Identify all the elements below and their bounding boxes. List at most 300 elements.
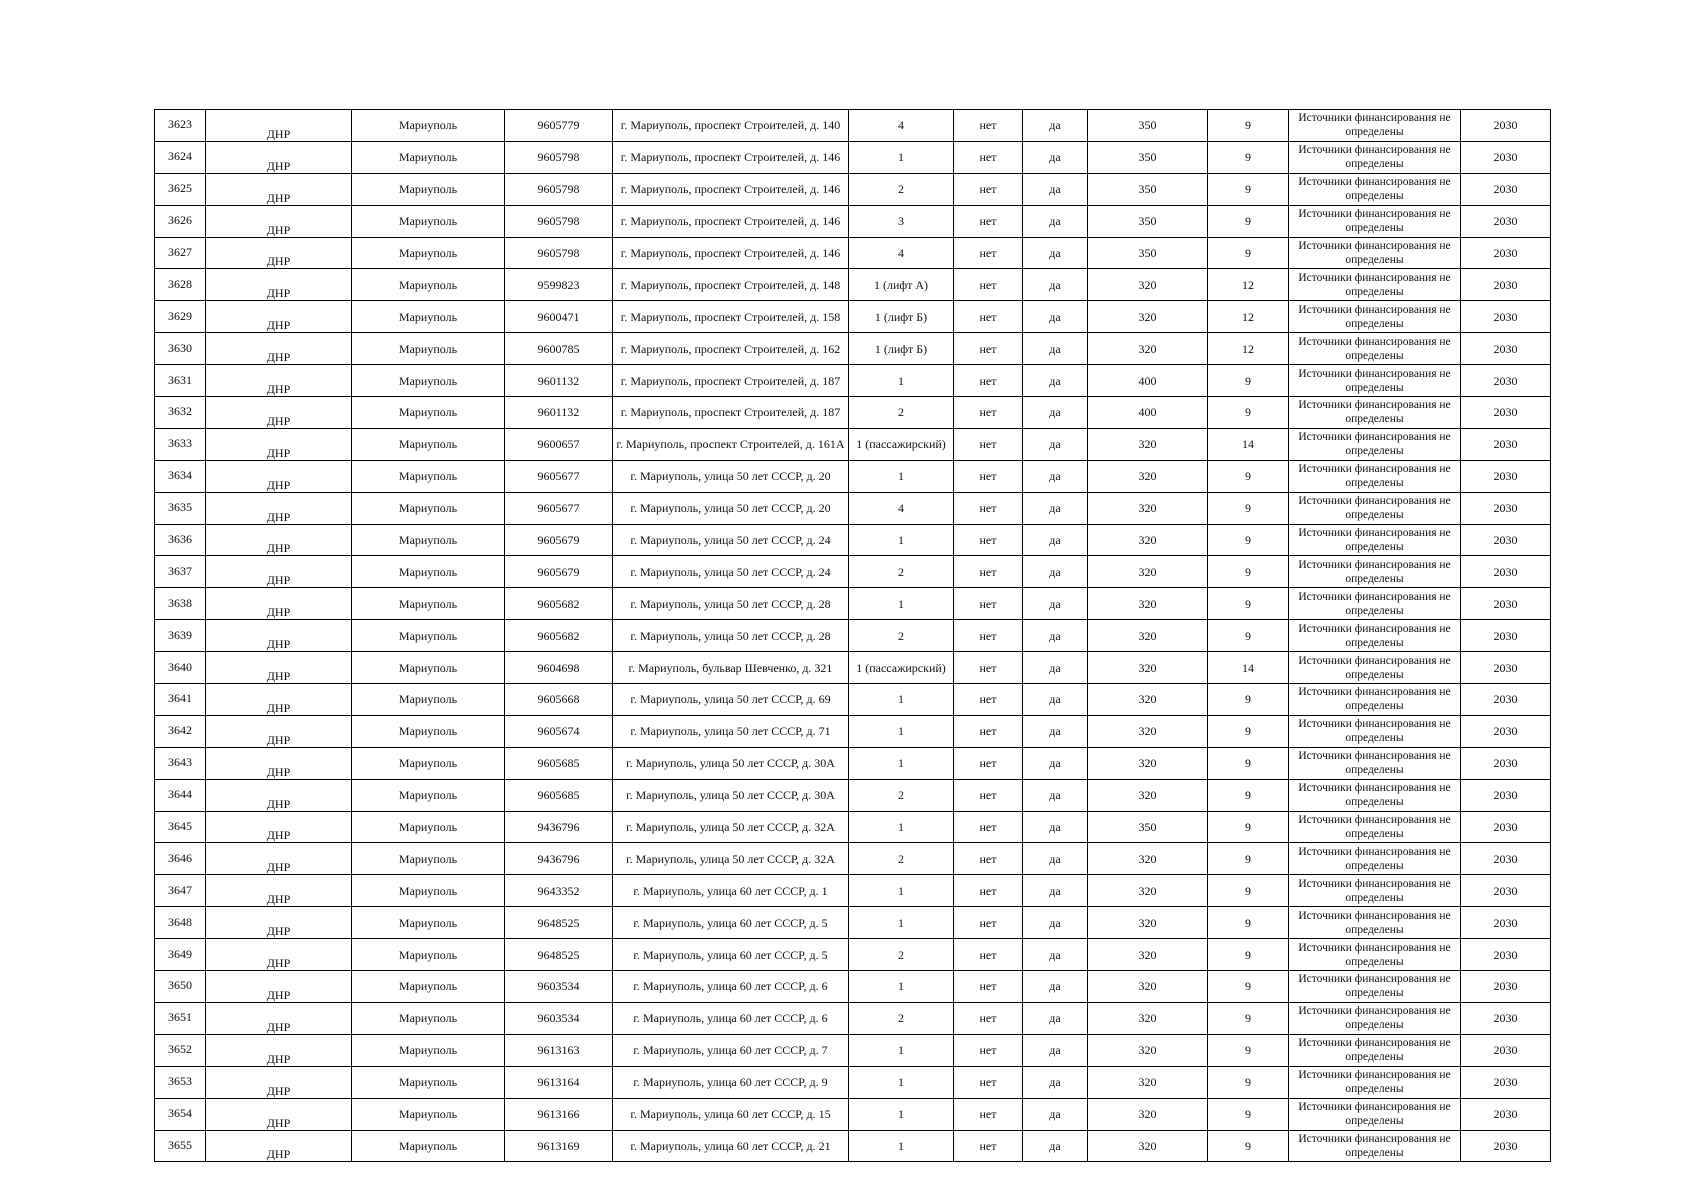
- flag-a-cell: нет: [954, 301, 1023, 333]
- row-number-cell: 3647: [155, 875, 206, 907]
- stops-cell: 9: [1208, 1130, 1289, 1162]
- stops-cell: 9: [1208, 524, 1289, 556]
- city-cell: Мариуполь: [352, 397, 505, 429]
- stops-cell: 9: [1208, 779, 1289, 811]
- stops-cell: 9: [1208, 492, 1289, 524]
- stops-cell: 9: [1208, 460, 1289, 492]
- table-row: [155, 971, 1551, 1003]
- flag-b-cell: да: [1023, 237, 1088, 269]
- capacity-cell: 350: [1088, 237, 1208, 269]
- flag-a-cell: нет: [954, 1066, 1023, 1098]
- address-cell: г. Мариуполь, проспект Строителей, д. 146: [613, 141, 849, 173]
- object-code-cell: 9436796: [505, 811, 613, 843]
- lift-number-cell: 2: [849, 843, 954, 875]
- capacity-cell: 350: [1088, 205, 1208, 237]
- table-row: [155, 173, 1551, 205]
- object-code-cell: 9613164: [505, 1066, 613, 1098]
- table-row: [155, 333, 1551, 365]
- row-number-cell: 3629: [155, 301, 206, 333]
- flag-b-cell: да: [1023, 269, 1088, 301]
- flag-a-cell: нет: [954, 875, 1023, 907]
- city-cell: Мариуполь: [352, 652, 505, 684]
- address-cell: г. Мариуполь, проспект Строителей, д. 146: [613, 237, 849, 269]
- flag-a-cell: нет: [954, 779, 1023, 811]
- capacity-cell: 320: [1088, 684, 1208, 716]
- flag-b-cell: да: [1023, 843, 1088, 875]
- region-cell: ДНР: [206, 620, 352, 652]
- year-cell: 2030: [1461, 237, 1551, 269]
- address-cell: г. Мариуполь, улица 50 лет СССР, д. 20: [613, 460, 849, 492]
- flag-b-cell: да: [1023, 684, 1088, 716]
- object-code-cell: 9604698: [505, 652, 613, 684]
- capacity-cell: 320: [1088, 747, 1208, 779]
- address-cell: г. Мариуполь, улица 60 лет СССР, д. 6: [613, 971, 849, 1003]
- city-cell: Мариуполь: [352, 365, 505, 397]
- city-cell: Мариуполь: [352, 1130, 505, 1162]
- stops-cell: 9: [1208, 1002, 1289, 1034]
- row-number-cell: 3632: [155, 397, 206, 429]
- flag-b-cell: да: [1023, 1034, 1088, 1066]
- stops-cell: 9: [1208, 397, 1289, 429]
- stops-cell: 12: [1208, 333, 1289, 365]
- capacity-cell: 320: [1088, 1002, 1208, 1034]
- year-cell: 2030: [1461, 939, 1551, 971]
- region-cell: ДНР: [206, 1130, 352, 1162]
- region-cell: ДНР: [206, 1034, 352, 1066]
- year-cell: 2030: [1461, 588, 1551, 620]
- funding-source-cell: Источники финансирования не определены: [1289, 365, 1461, 397]
- row-number-cell: 3640: [155, 652, 206, 684]
- row-number-cell: 3644: [155, 779, 206, 811]
- table-row: [155, 460, 1551, 492]
- address-cell: г. Мариуполь, проспект Строителей, д. 162: [613, 333, 849, 365]
- region-cell: ДНР: [206, 333, 352, 365]
- address-cell: г. Мариуполь, улица 50 лет СССР, д. 32А: [613, 843, 849, 875]
- stops-cell: 9: [1208, 556, 1289, 588]
- region-cell: ДНР: [206, 492, 352, 524]
- capacity-cell: 320: [1088, 652, 1208, 684]
- table-row: [155, 1002, 1551, 1034]
- capacity-cell: 320: [1088, 524, 1208, 556]
- address-cell: г. Мариуполь, улица 60 лет СССР, д. 7: [613, 1034, 849, 1066]
- lift-number-cell: 4: [849, 492, 954, 524]
- lift-number-cell: 4: [849, 110, 954, 142]
- flag-a-cell: нет: [954, 333, 1023, 365]
- year-cell: 2030: [1461, 141, 1551, 173]
- row-number-cell: 3634: [155, 460, 206, 492]
- flag-b-cell: да: [1023, 492, 1088, 524]
- region-cell: ДНР: [206, 141, 352, 173]
- lift-number-cell: 2: [849, 939, 954, 971]
- year-cell: 2030: [1461, 1098, 1551, 1130]
- address-cell: г. Мариуполь, улица 60 лет СССР, д. 21: [613, 1130, 849, 1162]
- city-cell: Мариуполь: [352, 779, 505, 811]
- year-cell: 2030: [1461, 333, 1551, 365]
- capacity-cell: 350: [1088, 173, 1208, 205]
- region-cell: ДНР: [206, 1066, 352, 1098]
- table-row: [155, 1130, 1551, 1162]
- flag-a-cell: нет: [954, 684, 1023, 716]
- capacity-cell: 320: [1088, 1098, 1208, 1130]
- capacity-cell: 320: [1088, 1034, 1208, 1066]
- city-cell: Мариуполь: [352, 1034, 505, 1066]
- table-row: [155, 747, 1551, 779]
- year-cell: 2030: [1461, 843, 1551, 875]
- lift-number-cell: 1: [849, 365, 954, 397]
- flag-b-cell: да: [1023, 811, 1088, 843]
- year-cell: 2030: [1461, 971, 1551, 1003]
- row-number-cell: 3624: [155, 141, 206, 173]
- funding-source-cell: Источники финансирования не определены: [1289, 684, 1461, 716]
- year-cell: 2030: [1461, 492, 1551, 524]
- region-cell: ДНР: [206, 428, 352, 460]
- address-cell: г. Мариуполь, улица 60 лет СССР, д. 6: [613, 1002, 849, 1034]
- region-cell: ДНР: [206, 811, 352, 843]
- year-cell: 2030: [1461, 715, 1551, 747]
- row-number-cell: 3637: [155, 556, 206, 588]
- lift-number-cell: 1: [849, 460, 954, 492]
- stops-cell: 9: [1208, 620, 1289, 652]
- flag-a-cell: нет: [954, 524, 1023, 556]
- funding-source-cell: Источники финансирования не определены: [1289, 556, 1461, 588]
- flag-b-cell: да: [1023, 460, 1088, 492]
- stops-cell: 9: [1208, 141, 1289, 173]
- object-code-cell: 9603534: [505, 971, 613, 1003]
- region-cell: ДНР: [206, 684, 352, 716]
- flag-a-cell: нет: [954, 620, 1023, 652]
- address-cell: г. Мариуполь, улица 50 лет СССР, д. 30А: [613, 747, 849, 779]
- flag-b-cell: да: [1023, 588, 1088, 620]
- city-cell: Мариуполь: [352, 939, 505, 971]
- address-cell: г. Мариуполь, проспект Строителей, д. 146: [613, 173, 849, 205]
- capacity-cell: 350: [1088, 110, 1208, 142]
- city-cell: Мариуполь: [352, 269, 505, 301]
- object-code-cell: 9601132: [505, 397, 613, 429]
- stops-cell: 9: [1208, 237, 1289, 269]
- year-cell: 2030: [1461, 428, 1551, 460]
- region-cell: ДНР: [206, 556, 352, 588]
- table-row: [155, 556, 1551, 588]
- row-number-cell: 3630: [155, 333, 206, 365]
- capacity-cell: 320: [1088, 460, 1208, 492]
- lift-number-cell: 1 (пассажирский): [849, 428, 954, 460]
- capacity-cell: 320: [1088, 1066, 1208, 1098]
- flag-a-cell: нет: [954, 141, 1023, 173]
- lift-number-cell: 1: [849, 811, 954, 843]
- flag-b-cell: да: [1023, 907, 1088, 939]
- stops-cell: 9: [1208, 811, 1289, 843]
- lift-number-cell: 1: [849, 747, 954, 779]
- address-cell: г. Мариуполь, улица 50 лет СССР, д. 32А: [613, 811, 849, 843]
- table-row: [155, 492, 1551, 524]
- object-code-cell: 9605668: [505, 684, 613, 716]
- funding-source-cell: Источники финансирования не определены: [1289, 333, 1461, 365]
- stops-cell: 9: [1208, 110, 1289, 142]
- capacity-cell: 320: [1088, 939, 1208, 971]
- object-code-cell: 9605682: [505, 588, 613, 620]
- table-row: [155, 939, 1551, 971]
- object-code-cell: 9605679: [505, 556, 613, 588]
- funding-source-cell: Источники финансирования не определены: [1289, 524, 1461, 556]
- flag-a-cell: нет: [954, 110, 1023, 142]
- city-cell: Мариуполь: [352, 460, 505, 492]
- object-code-cell: 9601132: [505, 365, 613, 397]
- table-row: [155, 588, 1551, 620]
- address-cell: г. Мариуполь, проспект Строителей, д. 187: [613, 365, 849, 397]
- flag-a-cell: нет: [954, 492, 1023, 524]
- lift-number-cell: 4: [849, 237, 954, 269]
- address-cell: г. Мариуполь, улица 60 лет СССР, д. 5: [613, 939, 849, 971]
- table-row: [155, 907, 1551, 939]
- city-cell: Мариуполь: [352, 620, 505, 652]
- stops-cell: 9: [1208, 173, 1289, 205]
- funding-source-cell: Источники финансирования не определены: [1289, 1002, 1461, 1034]
- city-cell: Мариуполь: [352, 301, 505, 333]
- object-code-cell: 9600785: [505, 333, 613, 365]
- year-cell: 2030: [1461, 779, 1551, 811]
- lift-number-cell: 2: [849, 1002, 954, 1034]
- city-cell: Мариуполь: [352, 110, 505, 142]
- object-code-cell: 9605674: [505, 715, 613, 747]
- object-code-cell: 9643352: [505, 875, 613, 907]
- row-number-cell: 3636: [155, 524, 206, 556]
- flag-a-cell: нет: [954, 971, 1023, 1003]
- table-body: [155, 110, 1551, 1162]
- table-row: [155, 811, 1551, 843]
- object-code-cell: 9436796: [505, 843, 613, 875]
- stops-cell: 14: [1208, 652, 1289, 684]
- year-cell: 2030: [1461, 907, 1551, 939]
- row-number-cell: 3631: [155, 365, 206, 397]
- stops-cell: 9: [1208, 907, 1289, 939]
- funding-source-cell: Источники финансирования не определены: [1289, 1034, 1461, 1066]
- capacity-cell: 320: [1088, 715, 1208, 747]
- year-cell: 2030: [1461, 1066, 1551, 1098]
- object-code-cell: 9605679: [505, 524, 613, 556]
- year-cell: 2030: [1461, 301, 1551, 333]
- flag-b-cell: да: [1023, 428, 1088, 460]
- row-number-cell: 3651: [155, 1002, 206, 1034]
- flag-a-cell: нет: [954, 1130, 1023, 1162]
- region-cell: ДНР: [206, 173, 352, 205]
- flag-a-cell: нет: [954, 173, 1023, 205]
- address-cell: г. Мариуполь, улица 60 лет СССР, д. 1: [613, 875, 849, 907]
- lift-number-cell: 1: [849, 588, 954, 620]
- flag-a-cell: нет: [954, 1098, 1023, 1130]
- region-cell: ДНР: [206, 1002, 352, 1034]
- stops-cell: 9: [1208, 939, 1289, 971]
- table-row: [155, 428, 1551, 460]
- object-code-cell: 9600471: [505, 301, 613, 333]
- region-cell: ДНР: [206, 779, 352, 811]
- funding-source-cell: Источники финансирования не определены: [1289, 237, 1461, 269]
- flag-b-cell: да: [1023, 333, 1088, 365]
- row-number-cell: 3654: [155, 1098, 206, 1130]
- row-number-cell: 3645: [155, 811, 206, 843]
- address-cell: г. Мариуполь, улица 50 лет СССР, д. 20: [613, 492, 849, 524]
- funding-source-cell: Источники финансирования не определены: [1289, 428, 1461, 460]
- flag-b-cell: да: [1023, 1098, 1088, 1130]
- address-cell: г. Мариуполь, улица 50 лет СССР, д. 24: [613, 556, 849, 588]
- funding-source-cell: Источники финансирования не определены: [1289, 843, 1461, 875]
- lift-number-cell: 1 (лифт А): [849, 269, 954, 301]
- row-number-cell: 3641: [155, 684, 206, 716]
- object-code-cell: 9613163: [505, 1034, 613, 1066]
- lift-number-cell: 2: [849, 173, 954, 205]
- lift-number-cell: 1: [849, 907, 954, 939]
- capacity-cell: 400: [1088, 365, 1208, 397]
- flag-a-cell: нет: [954, 939, 1023, 971]
- funding-source-cell: Источники финансирования не определены: [1289, 939, 1461, 971]
- city-cell: Мариуполь: [352, 747, 505, 779]
- address-cell: г. Мариуполь, проспект Строителей, д. 158: [613, 301, 849, 333]
- region-cell: ДНР: [206, 269, 352, 301]
- object-code-cell: 9605798: [505, 173, 613, 205]
- stops-cell: 9: [1208, 843, 1289, 875]
- year-cell: 2030: [1461, 205, 1551, 237]
- year-cell: 2030: [1461, 875, 1551, 907]
- funding-source-cell: Источники финансирования не определены: [1289, 747, 1461, 779]
- table-row: [155, 365, 1551, 397]
- funding-source-cell: Источники финансирования не определены: [1289, 715, 1461, 747]
- table-row: [155, 110, 1551, 142]
- funding-source-cell: Источники финансирования не определены: [1289, 971, 1461, 1003]
- funding-source-cell: Источники финансирования не определены: [1289, 205, 1461, 237]
- city-cell: Мариуполь: [352, 428, 505, 460]
- table-row: [155, 524, 1551, 556]
- table-row: [155, 205, 1551, 237]
- address-cell: г. Мариуполь, проспект Строителей, д. 187: [613, 397, 849, 429]
- stops-cell: 9: [1208, 971, 1289, 1003]
- region-cell: ДНР: [206, 652, 352, 684]
- lift-number-cell: 2: [849, 620, 954, 652]
- capacity-cell: 320: [1088, 1130, 1208, 1162]
- flag-b-cell: да: [1023, 205, 1088, 237]
- address-cell: г. Мариуполь, проспект Строителей, д. 140: [613, 110, 849, 142]
- stops-cell: 9: [1208, 1066, 1289, 1098]
- table-row: [155, 141, 1551, 173]
- year-cell: 2030: [1461, 397, 1551, 429]
- lift-number-cell: 1 (пассажирский): [849, 652, 954, 684]
- stops-cell: 9: [1208, 1098, 1289, 1130]
- address-cell: г. Мариуполь, проспект Строителей, д. 161А: [613, 428, 849, 460]
- table-row: [155, 1098, 1551, 1130]
- capacity-cell: 320: [1088, 779, 1208, 811]
- city-cell: Мариуполь: [352, 524, 505, 556]
- city-cell: Мариуполь: [352, 907, 505, 939]
- region-cell: ДНР: [206, 524, 352, 556]
- flag-b-cell: да: [1023, 652, 1088, 684]
- address-cell: г. Мариуполь, улица 60 лет СССР, д. 15: [613, 1098, 849, 1130]
- row-number-cell: 3628: [155, 269, 206, 301]
- capacity-cell: 320: [1088, 875, 1208, 907]
- row-number-cell: 3650: [155, 971, 206, 1003]
- object-code-cell: 9603534: [505, 1002, 613, 1034]
- flag-b-cell: да: [1023, 971, 1088, 1003]
- funding-source-cell: Источники финансирования не определены: [1289, 907, 1461, 939]
- city-cell: Мариуполь: [352, 492, 505, 524]
- row-number-cell: 3635: [155, 492, 206, 524]
- year-cell: 2030: [1461, 1002, 1551, 1034]
- capacity-cell: 320: [1088, 907, 1208, 939]
- row-number-cell: 3625: [155, 173, 206, 205]
- capacity-cell: 400: [1088, 397, 1208, 429]
- lift-number-cell: 2: [849, 779, 954, 811]
- row-number-cell: 3638: [155, 588, 206, 620]
- table-row: [155, 620, 1551, 652]
- flag-a-cell: нет: [954, 747, 1023, 779]
- lift-number-cell: 2: [849, 556, 954, 588]
- object-code-cell: 9613166: [505, 1098, 613, 1130]
- address-cell: г. Мариуполь, улица 50 лет СССР, д. 24: [613, 524, 849, 556]
- lift-number-cell: 1: [849, 684, 954, 716]
- city-cell: Мариуполь: [352, 811, 505, 843]
- funding-source-cell: Источники финансирования не определены: [1289, 875, 1461, 907]
- address-cell: г. Мариуполь, проспект Строителей, д. 146: [613, 205, 849, 237]
- address-cell: г. Мариуполь, улица 60 лет СССР, д. 5: [613, 907, 849, 939]
- year-cell: 2030: [1461, 1034, 1551, 1066]
- object-code-cell: 9605677: [505, 492, 613, 524]
- city-cell: Мариуполь: [352, 1066, 505, 1098]
- row-number-cell: 3623: [155, 110, 206, 142]
- funding-source-cell: Источники финансирования не определены: [1289, 652, 1461, 684]
- flag-a-cell: нет: [954, 428, 1023, 460]
- flag-b-cell: да: [1023, 747, 1088, 779]
- row-number-cell: 3653: [155, 1066, 206, 1098]
- address-cell: г. Мариуполь, улица 50 лет СССР, д. 30А: [613, 779, 849, 811]
- lift-number-cell: 1: [849, 1098, 954, 1130]
- stops-cell: 9: [1208, 747, 1289, 779]
- stops-cell: 9: [1208, 684, 1289, 716]
- flag-a-cell: нет: [954, 1034, 1023, 1066]
- region-cell: ДНР: [206, 397, 352, 429]
- row-number-cell: 3626: [155, 205, 206, 237]
- year-cell: 2030: [1461, 269, 1551, 301]
- object-code-cell: 9605798: [505, 141, 613, 173]
- region-cell: ДНР: [206, 205, 352, 237]
- table-row: [155, 1066, 1551, 1098]
- stops-cell: 9: [1208, 365, 1289, 397]
- flag-b-cell: да: [1023, 875, 1088, 907]
- funding-source-cell: Источники финансирования не определены: [1289, 492, 1461, 524]
- flag-a-cell: нет: [954, 237, 1023, 269]
- flag-b-cell: да: [1023, 1130, 1088, 1162]
- row-number-cell: 3652: [155, 1034, 206, 1066]
- flag-a-cell: нет: [954, 269, 1023, 301]
- flag-a-cell: нет: [954, 460, 1023, 492]
- region-cell: ДНР: [206, 971, 352, 1003]
- year-cell: 2030: [1461, 110, 1551, 142]
- capacity-cell: 320: [1088, 428, 1208, 460]
- capacity-cell: 320: [1088, 620, 1208, 652]
- region-cell: ДНР: [206, 875, 352, 907]
- year-cell: 2030: [1461, 684, 1551, 716]
- object-code-cell: 9605685: [505, 747, 613, 779]
- stops-cell: 9: [1208, 715, 1289, 747]
- stops-cell: 12: [1208, 301, 1289, 333]
- address-cell: г. Мариуполь, улица 60 лет СССР, д. 9: [613, 1066, 849, 1098]
- lift-number-cell: 1: [849, 524, 954, 556]
- flag-b-cell: да: [1023, 556, 1088, 588]
- funding-source-cell: Источники финансирования не определены: [1289, 811, 1461, 843]
- flag-a-cell: нет: [954, 365, 1023, 397]
- row-number-cell: 3646: [155, 843, 206, 875]
- city-cell: Мариуполь: [352, 333, 505, 365]
- city-cell: Мариуполь: [352, 556, 505, 588]
- region-cell: ДНР: [206, 747, 352, 779]
- capacity-cell: 350: [1088, 811, 1208, 843]
- funding-source-cell: Источники финансирования не определены: [1289, 1066, 1461, 1098]
